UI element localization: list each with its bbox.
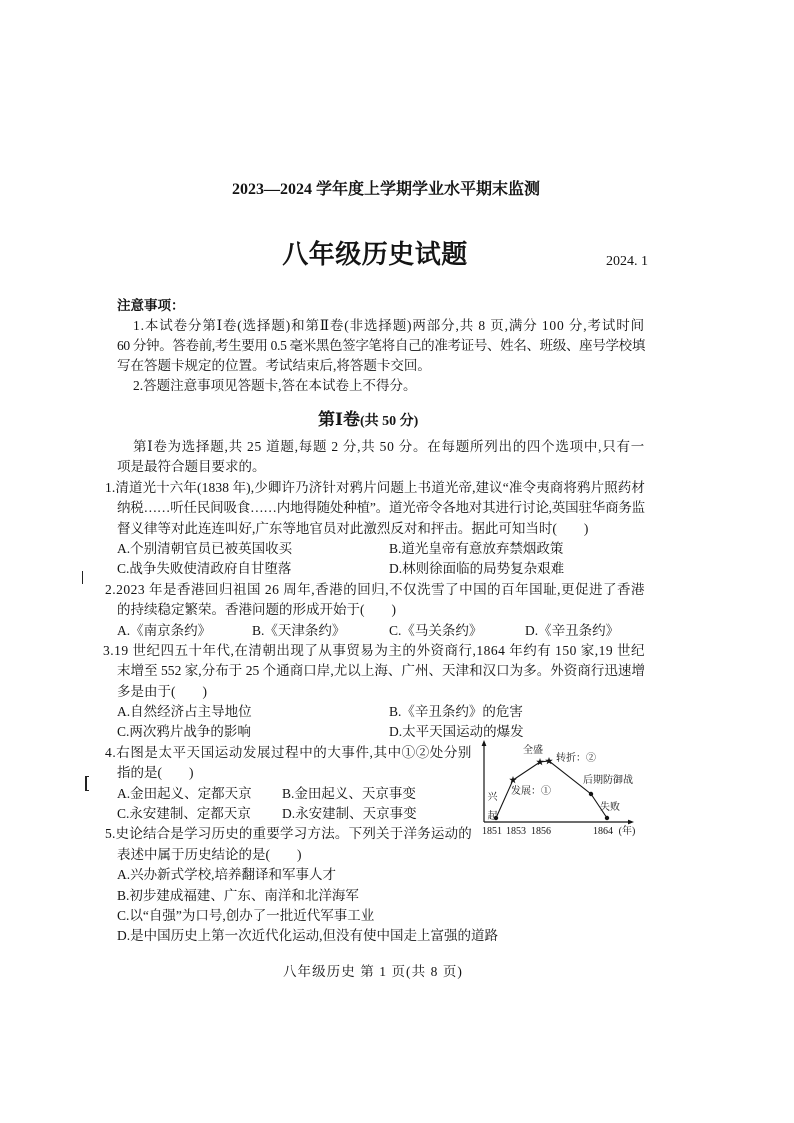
q3-stem-line: 多是由于( ) xyxy=(117,683,207,699)
q5-stem-line: 5.史论结合是学习历史的重要学习方法。下列关于洋务运动的 xyxy=(105,826,472,842)
q3-option-c: C.两次鸦片战争的影响 xyxy=(117,724,251,740)
label-late-defense: 后期防御战 xyxy=(583,775,633,786)
notice-line: 60 分钟。答卷前,考生要用 0.5 毫米黑色签字笔将自己的准考证号、姓名、班级、座号学校填 xyxy=(117,338,645,353)
exam-date: 2024. 1 xyxy=(606,254,648,269)
section-title xyxy=(318,408,418,434)
label-failure: 失败 xyxy=(600,802,620,813)
subject-title: 八年级历史试题 xyxy=(282,240,468,269)
section-score: (共 50 分) xyxy=(359,414,419,429)
label-rise: 兴起 xyxy=(485,791,496,829)
x-tick-label: 1864 xyxy=(593,826,613,837)
q4-options-row xyxy=(0,804,794,824)
q1-stem-line: 纳税……听任民间吸食……内地得随处种植”。道光帝令各地对其进行讨论,英国驻华商务监 xyxy=(117,500,645,516)
q1-option-a: A.个别清朝官员已被英国收买 xyxy=(117,540,293,556)
q5-option-b: B.初步建成福建、广东、南洋和北洋海军 xyxy=(117,887,359,903)
q2-stem-line: 的持续稳定繁荣。香港问题的形成开始于( ) xyxy=(117,602,396,618)
point-late-defense xyxy=(589,792,593,796)
q2-option-c: C.《马关条约》 xyxy=(389,622,483,638)
q2-stem-line: 2.2023 年是香港回归祖国 26 周年,香港的回归,不仅洗雪了中国的百年国耻,更促进了香港 xyxy=(105,581,645,597)
q1-options-row xyxy=(0,539,794,559)
label-turning-point: 转折：② xyxy=(556,753,596,764)
q5-stem-line: 表述中属于历史结论的是( ) xyxy=(117,846,302,862)
q3-option-b: B.《辛丑条约》的危害 xyxy=(389,704,523,720)
x-axis-arrow xyxy=(628,820,634,825)
q3-option-a: A.自然经济占主导地位 xyxy=(117,704,252,720)
q2-option-a: A.《南京条约》 xyxy=(117,622,212,638)
q3-options-row xyxy=(0,702,794,722)
x-axis-unit: (年) xyxy=(618,826,636,837)
x-tick-label: 1853 xyxy=(506,826,526,837)
x-tick-label: 1851 xyxy=(482,826,502,837)
q5-option-c: C.以“自强”为口号,创办了一批近代军事工业 xyxy=(117,907,375,923)
q1-option-b: B.道光皇帝有意放弃禁烟政策 xyxy=(389,540,564,556)
q1-stem-line: 督义律等对此连连叫好,广东等地官员对此激烈反对和抨击。据此可知当时( ) xyxy=(117,520,589,536)
point-failure xyxy=(605,816,609,820)
section-intro-line: 项是最符合题目要求的。 xyxy=(117,459,266,475)
section-intro-line: 第Ⅰ卷为选择题,共 25 道题,每题 2 分,共 50 分。在每题所列出的四个选项中,只有一 xyxy=(133,439,645,454)
label-development: 发展：① xyxy=(511,786,551,797)
notice-section xyxy=(0,296,794,396)
q4-stem-line: 4.右图是太平天国运动发展过程中的大事件,其中①②处分别 xyxy=(105,744,472,760)
q2-option-d: D.《辛丑条约》 xyxy=(525,622,620,638)
notice-heading: 注意事项： xyxy=(117,298,185,313)
q4-stem-line: 指的是( ) xyxy=(117,765,194,781)
notice-line: 2.答题注意事项见答题卡,答在本试卷上不得分。 xyxy=(133,378,417,393)
q1-options-row xyxy=(0,559,794,579)
q4-option-c: C.永安建制、定都天京 xyxy=(117,806,251,822)
notice-line: 1.本试卷分第Ⅰ卷(选择题)和第Ⅱ卷(非选择题)两部分,共 8 页,满分 100 分,考试时间 xyxy=(133,318,645,333)
q4-option-a: A.金田起义、定都天京 xyxy=(117,785,252,801)
q5-option-d: D.是中国历史上第一次近代化运动,但没有使中国走上富强的道路 xyxy=(117,928,498,944)
q1-stem-line: 1.清道光十六年(1838 年),少卿许乃济针对鸦片问题上书道光帝,建议“准令夷商将鸦片照药材 xyxy=(105,479,645,495)
q4-option-d: D.永安建制、天京事变 xyxy=(282,806,417,822)
q4-option-b: B.金田起义、天京事变 xyxy=(282,785,416,801)
page-footer: 八年级历史 第 1 页(共 8 页) xyxy=(283,964,463,979)
q3-option-d: D.太平天国运动的爆发 xyxy=(389,724,524,740)
point-development xyxy=(509,776,517,783)
q1-option-c: C.战争失败使清政府自甘堕落 xyxy=(117,561,292,577)
question-list xyxy=(0,437,794,947)
q4-options-row xyxy=(0,784,794,804)
x-tick-label: 1856 xyxy=(531,826,551,837)
label-peak: 全盛 xyxy=(523,745,543,756)
q3-stem-line: 3.19 世纪四五十年代,在清朝出现了从事贸易为主的外资商行,1864 年约有 150 家,19 世纪 xyxy=(103,642,645,658)
q2-options-row xyxy=(0,621,794,641)
taiping-timeline-figure xyxy=(474,736,650,838)
notice-line: 写在答题卡规定的位置。考试结束后,将答题卡交回。 xyxy=(117,358,431,373)
y-axis-arrow xyxy=(482,740,487,746)
scan-mark xyxy=(82,571,84,584)
term-title: 2023—2024 学年度上学期学业水平期末监测 xyxy=(231,181,540,198)
scan-mark xyxy=(85,776,89,791)
q5-option-a: A.兴办新式学校,培养翻译和军事人才 xyxy=(117,867,336,883)
section-name: 第Ⅰ卷 xyxy=(318,410,360,429)
q3-stem-line: 末增至 552 家,分布于 25 个通商口岸,尤以上海、广州、天津和汉口为多。外资商行迅速增 xyxy=(117,663,645,679)
q3-options-row xyxy=(0,722,794,742)
q1-option-d: D.林则徐面临的局势复杂艰难 xyxy=(389,561,565,577)
q2-option-b: B.《天津条约》 xyxy=(252,622,346,638)
